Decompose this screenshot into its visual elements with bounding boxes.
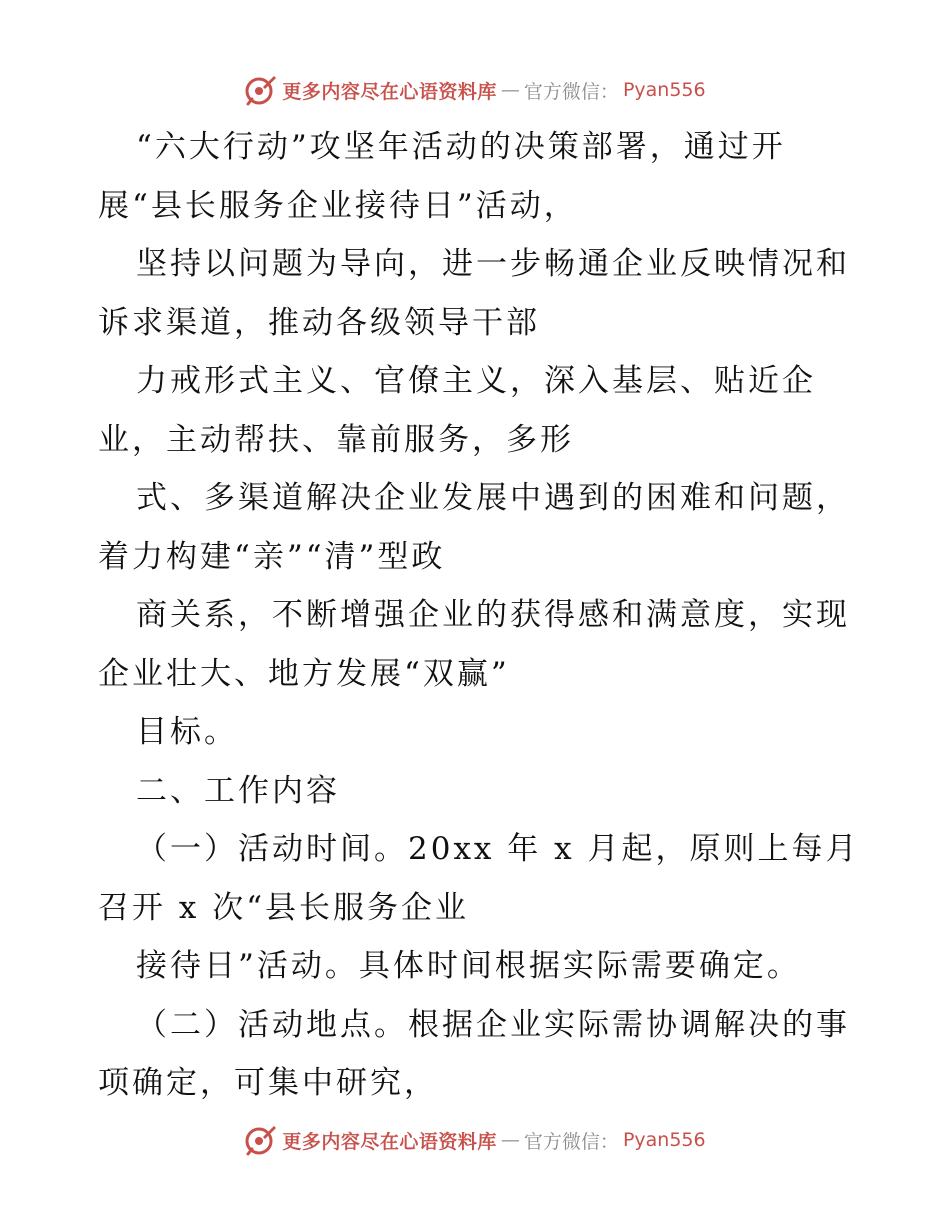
footer-wechat-label: 官方微信： bbox=[523, 1130, 619, 1153]
body-line-16: （二）活动地点。根据企业实际需协调解决的事 bbox=[136, 1006, 850, 1043]
header-separator: — bbox=[500, 79, 520, 101]
body-line-7: 式、多渠道解决企业发展中遇到的困难和问题， bbox=[136, 480, 850, 516]
page-footer bbox=[0, 1120, 950, 1160]
body-line-15: 接待日”活动。具体时间根据实际需要确定。 bbox=[136, 948, 801, 984]
header-wechat-label: 官方微信： bbox=[523, 80, 619, 103]
footer-brand-text: 更多内容尽在心语资料库 bbox=[282, 1130, 497, 1153]
body-line-5: 力戒形式主义、官僚主义，深入基层、贴近企 bbox=[136, 363, 816, 399]
body-line-6: 业，主动帮扶、靠前服务，多形 bbox=[98, 421, 574, 458]
body-line-14: 召开 x 次“县长服务企业 bbox=[98, 889, 470, 926]
body-line-9: 商关系，不断增强企业的获得感和满意度，实现 bbox=[136, 597, 850, 633]
header-wechat-id: Pyan556 bbox=[622, 79, 706, 101]
body-line-4: 诉求渠道，推动各级领导干部 bbox=[98, 304, 540, 341]
body-line-13: （一）活动时间。20xx 年 x 月起，原则上每月 bbox=[136, 831, 860, 867]
body-line-10: 企业壮大、地方发展“双赢” bbox=[98, 655, 510, 692]
footer-separator: — bbox=[500, 1129, 520, 1151]
section-heading: 二、工作内容 bbox=[136, 772, 340, 809]
pen-circle-icon bbox=[244, 1123, 278, 1157]
header-brand-text: 更多内容尽在心语资料库 bbox=[282, 80, 497, 103]
footer-brand bbox=[244, 1123, 705, 1157]
document-body bbox=[98, 118, 858, 1113]
body-line-3: 坚持以问题为导向，进一步畅通企业反映情况和 bbox=[136, 246, 850, 282]
body-line-11: 目标。 bbox=[136, 714, 238, 750]
header-brand bbox=[244, 73, 705, 107]
body-line-2: 展“县长服务企业接待日”活动， bbox=[98, 187, 578, 224]
pen-circle-icon bbox=[244, 73, 278, 107]
page-header bbox=[0, 70, 950, 110]
body-line-1: “六大行动”攻坚年活动的决策部署，通过开 bbox=[136, 129, 786, 165]
body-line-17: 项确定，可集中研究， bbox=[98, 1065, 438, 1101]
footer-wechat-id: Pyan556 bbox=[622, 1129, 706, 1151]
body-line-8: 着力构建“亲”“清”型政 bbox=[98, 538, 446, 575]
